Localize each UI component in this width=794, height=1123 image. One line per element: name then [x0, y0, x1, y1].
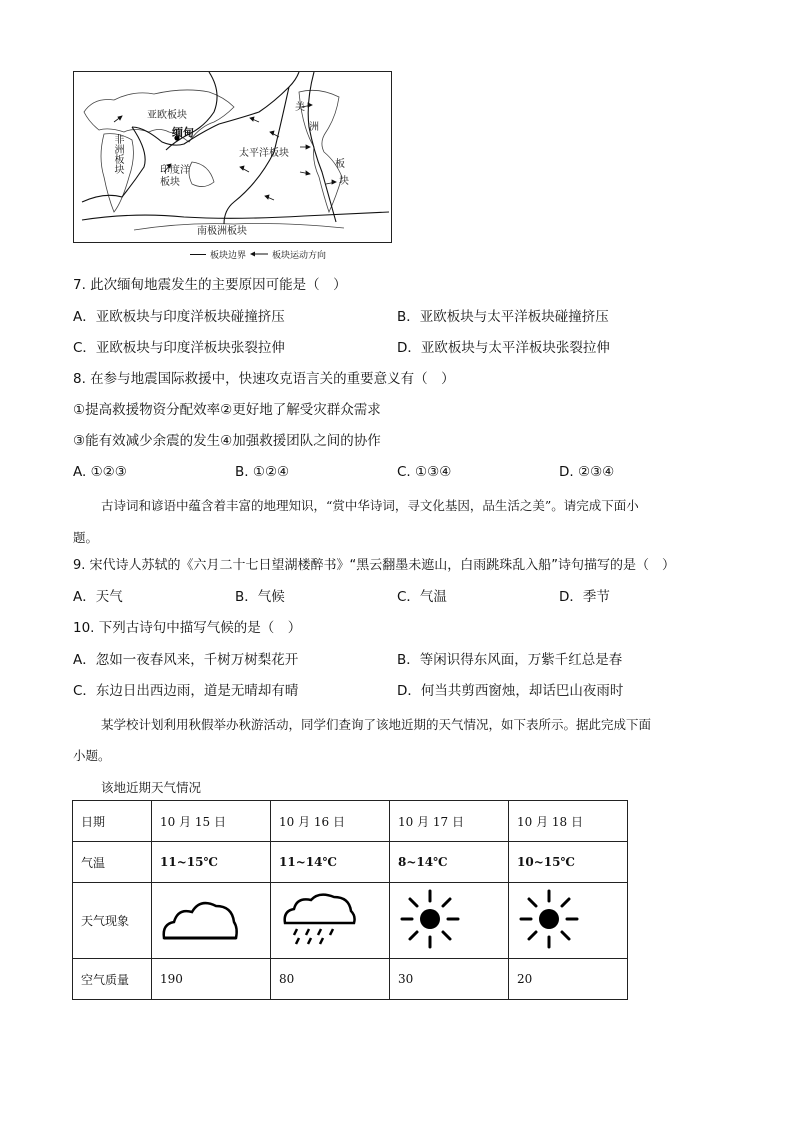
q8-items-1: ①提高救援物资分配效率②更好地了解受灾群众需求: [73, 402, 381, 418]
q7-option-c[interactable]: C．亚欧板块与印度洋板块张裂拉伸: [73, 340, 285, 356]
air-quality-cell: 190: [152, 959, 271, 1000]
temperature-cell: 10~15℃: [509, 842, 628, 883]
americas-outline: [299, 90, 342, 212]
q9-option-d[interactable]: D．季节: [559, 589, 610, 605]
q8-option-b[interactable]: B. ①②④: [235, 464, 290, 480]
weather-cell: [390, 883, 509, 959]
table-row-weather: [73, 883, 628, 959]
label-americas-2: 洲: [309, 122, 319, 133]
cloudy-icon: [160, 894, 240, 944]
antarctic-boundary: [82, 212, 389, 220]
q9-option-a[interactable]: A．天气: [73, 589, 123, 605]
motion-arrow-icon: [250, 250, 268, 260]
row-label-weather: 天气现象: [73, 883, 152, 959]
q10-option-d[interactable]: D．何当共剪西窗烛，却话巴山夜雨时: [397, 683, 624, 699]
q8-option-c[interactable]: C. ①③④: [397, 464, 452, 480]
q10-option-a[interactable]: A．忽如一夜春风来，千树万树梨花开: [73, 652, 299, 668]
label-myanmar: 缅甸: [172, 126, 194, 139]
label-americas-4: 块: [339, 176, 349, 187]
plate-map: [73, 71, 392, 243]
temperature-cell: 8~14℃: [390, 842, 509, 883]
air-quality-cell: 80: [271, 959, 390, 1000]
q9-option-c[interactable]: C．气温: [397, 589, 447, 605]
q8-stem: 8. 在参与地震国际救援中，快速攻克语言关的重要意义有（ ）: [73, 371, 455, 387]
air-quality-cell: 20: [509, 959, 628, 1000]
row-label-date: 日期: [73, 801, 152, 842]
q7-option-d[interactable]: D．亚欧板块与太平洋板块张裂拉伸: [397, 340, 610, 356]
temperature-cell: 11~14℃: [271, 842, 390, 883]
date-cell: 10 月 17 日: [390, 801, 509, 842]
q7-option-a[interactable]: A．亚欧板块与印度洋板块碰撞挤压: [73, 309, 285, 325]
table-caption: 该地近期天气情况: [101, 780, 202, 795]
intro-poetry-line1: 古诗词和谚语中蕴含着丰富的地理知识，“赏中华诗词，寻文化基因，品生活之美”。请完成下面小: [101, 498, 639, 513]
row-label-temperature: 气温: [73, 842, 152, 883]
weather-table: [72, 800, 628, 1000]
legend-boundary-label: 板块边界: [210, 251, 247, 261]
sunny-icon: [517, 887, 581, 951]
row-label-air-quality: 空气质量: [73, 959, 152, 1000]
label-indian-plate: 印度洋板块: [160, 165, 190, 188]
weather-cell: [509, 883, 628, 959]
date-cell: 10 月 15 日: [152, 801, 271, 842]
intro-trip-line2: 小题。: [73, 748, 111, 763]
q10-stem: 10. 下列古诗句中描写气候的是（ ）: [73, 620, 302, 636]
date-cell: 10 月 18 日: [509, 801, 628, 842]
intro-poetry-line2: 题。: [73, 530, 99, 545]
label-eurasian-plate: 亚欧板块: [147, 110, 187, 121]
weather-cell: [152, 883, 271, 959]
q7-stem: 7. 此次缅甸地震发生的主要原因可能是（ ）: [73, 277, 347, 293]
intro-trip-line1: 某学校计划利用秋假举办秋游活动，同学们查询了该地近期的天气情况，如下表所示。据此完成下面: [101, 717, 652, 732]
table-row-temperature: [73, 842, 628, 883]
q8-option-d[interactable]: D. ②③④: [559, 464, 615, 480]
q7-option-b[interactable]: B．亚欧板块与太平洋板块碰撞挤压: [397, 309, 609, 325]
map-legend: [190, 248, 326, 261]
temperature-cell: 11~15℃: [152, 842, 271, 883]
q8-option-a[interactable]: A. ①②③: [73, 464, 127, 480]
air-quality-cell: 30: [390, 959, 509, 1000]
sunny-icon: [398, 887, 462, 951]
q9-stem: 9. 宋代诗人苏轼的《六月二十七日望湖楼醉书》“黑云翻墨未遮山，白雨跳珠乱入船”诗句描写的是（ ）: [73, 558, 676, 573]
boundary-line-symbol: [190, 254, 206, 255]
label-pacific-plate: 太平洋板块: [239, 148, 289, 159]
label-african-plate: 非洲板块: [112, 134, 123, 174]
q8-items-2: ③能有效减少余震的发生④加强救援团队之间的协作: [73, 433, 381, 449]
q9-option-b[interactable]: B．气候: [235, 589, 285, 605]
table-row-date: [73, 801, 628, 842]
weather-cell: [271, 883, 390, 959]
q10-option-c[interactable]: C．东边日出西边雨，道是无晴却有晴: [73, 683, 299, 699]
label-americas-3: 板: [335, 159, 345, 170]
table-row-air-quality: [73, 959, 628, 1000]
date-cell: 10 月 16 日: [271, 801, 390, 842]
label-americas-1: 美: [295, 102, 305, 113]
label-antarctic-plate: 南极洲板块: [197, 226, 247, 237]
q10-option-b[interactable]: B．等闲识得东风面，万紫千红总是春: [397, 652, 623, 668]
rain-icon: [279, 891, 359, 947]
legend-motion-label: 板块运动方向: [272, 251, 327, 261]
